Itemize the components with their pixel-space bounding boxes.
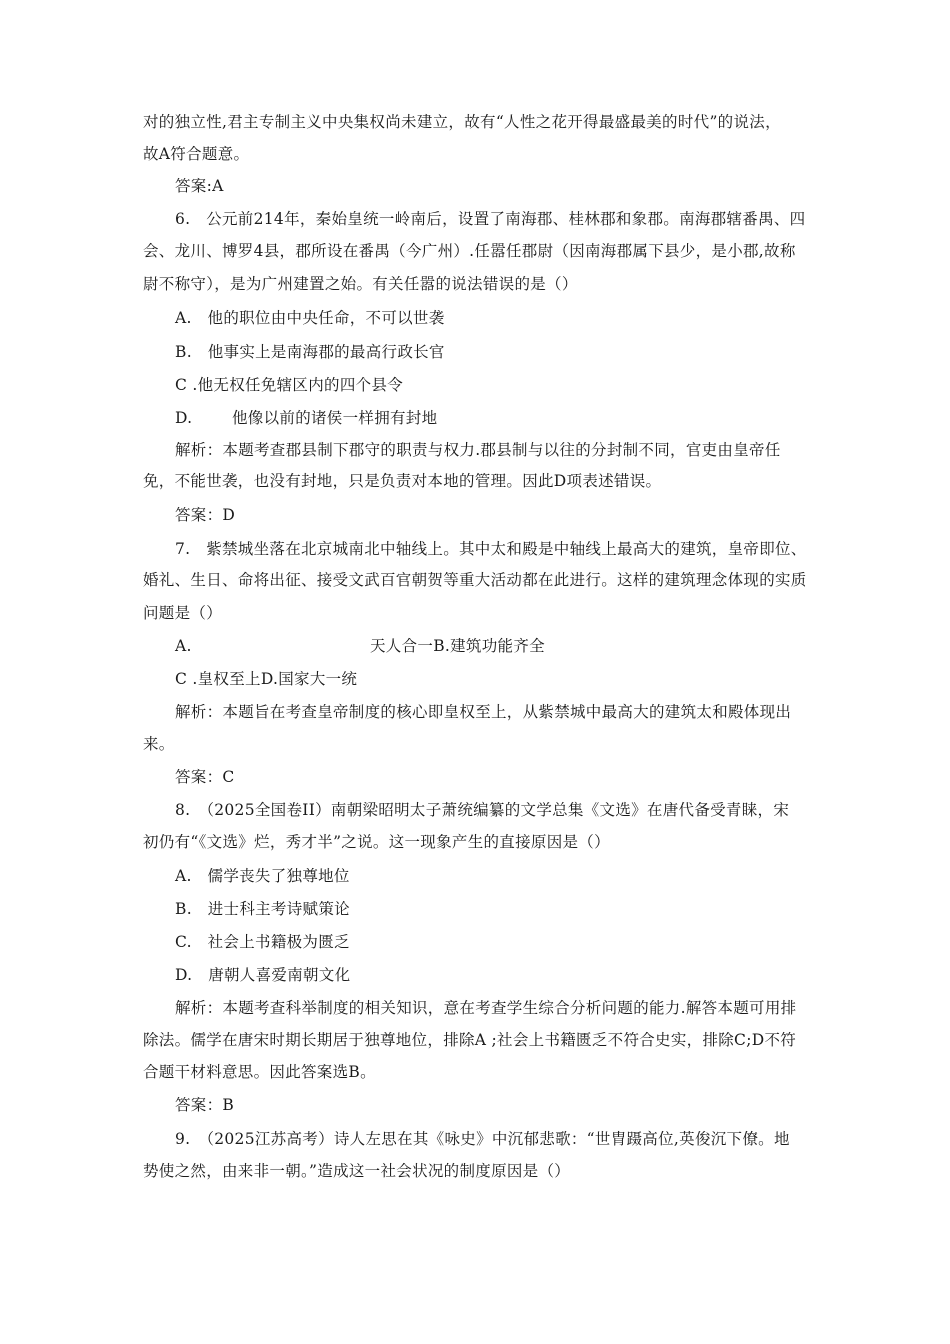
option-a-b-text: 天人合一B.建筑功能齐全 (370, 637, 545, 655)
question-6-line: 6. 公元前214年，秦始皇统一岭南后，设置了南海郡、桂林郡和象郡。南海郡辖番禺、四 (175, 210, 806, 228)
option-d-text: 他像以前的诸侯一样拥有封地 (232, 409, 438, 427)
text-line: 免，不能世袭，也没有封地，只是负责对本地的管理。因此D项表述错误。 (143, 472, 662, 490)
question-9-line: 9. （2025江苏高考）诗人左思在其《咏史》中沉郁悲歌：“世胄蹑高位,英俊沉下僚。地 (175, 1130, 790, 1148)
option-b: B. 进士科主考诗赋策论 (175, 900, 350, 918)
text-line: 尉不称守），是为广州建置之始。有关任嚣的说法错误的是（） (143, 275, 578, 293)
analysis-line: 解析：本题考查科举制度的相关知识，意在考查学生综合分析问题的能力.解答本题可用排 (175, 999, 797, 1017)
answer-line: 答案：B (175, 1096, 235, 1114)
text-line: 初仍有“《文选》烂，秀才半”之说。这一现象产生的直接原因是（） (143, 833, 610, 851)
text-line: 会、龙川、博罗4县，郡所设在番禺（今广州）.任嚣任郡尉（因南海郡属下县少，是小郡,故称 (143, 242, 796, 260)
question-7-line: 7. 紫禁城坐落在北京城南北中轴线上。其中太和殿是中轴线上最高大的建筑，皇帝即位、 (175, 540, 807, 558)
text-line: 势使之然，由来非一朝。”造成这一社会状况的制度原因是（） (143, 1162, 571, 1180)
option-c: C. 社会上书籍极为匮乏 (175, 933, 350, 951)
option-a: A. 他的职位由中央任命，不可以世袭 (175, 309, 445, 327)
option-a: A. 儒学丧失了独尊地位 (175, 867, 350, 885)
text-line: 合题干材料意思。因此答案选B。 (143, 1063, 376, 1081)
analysis-line: 解析：本题考查郡县制下郡守的职责与权力.郡县制与以往的分封制不同，官吏由皇帝任 (175, 441, 781, 459)
option-c: C .他无权任免辖区内的四个县令 (175, 376, 404, 394)
answer-line: 答案：C (175, 768, 235, 786)
option-c-d: C .皇权至上D.国家大一统 (175, 670, 358, 688)
option-d: D. 唐朝人喜爱南朝文化 (175, 966, 351, 984)
text-line: 故A符合题意。 (143, 145, 250, 163)
text-line: 婚礼、生日、命将出征、接受文武百官朝贺等重大活动都在此进行。这样的建筑理念体现的实质 (143, 571, 807, 589)
option-a-letter: A. (175, 637, 192, 655)
answer-line: 答案：D (175, 506, 236, 524)
text-line: 对的独立性,君主专制主义中央集权尚未建立，故有“人性之花开得最盛最美的时代”的说法， (143, 113, 781, 131)
text-line: 除法。儒学在唐宋时期长期居于独尊地位，排除A ;社会上书籍匮乏不符合史实，排除C;D不符 (143, 1031, 797, 1049)
answer-line: 答案:A (175, 177, 224, 195)
option-d-letter: D. (175, 409, 193, 427)
text-line: 来。 (143, 735, 175, 753)
analysis-line: 解析：本题旨在考查皇帝制度的核心即皇权至上，从紫禁城中最高大的建筑太和殿体现出 (175, 703, 792, 721)
option-b: B. 他事实上是南海郡的最高行政长官 (175, 343, 445, 361)
question-8-line: 8. （2025全国卷II）南朝梁昭明太子萧统编纂的文学总集《文选》在唐代备受青睐，宋 (175, 801, 790, 819)
text-line: 问题是（） (143, 604, 223, 622)
